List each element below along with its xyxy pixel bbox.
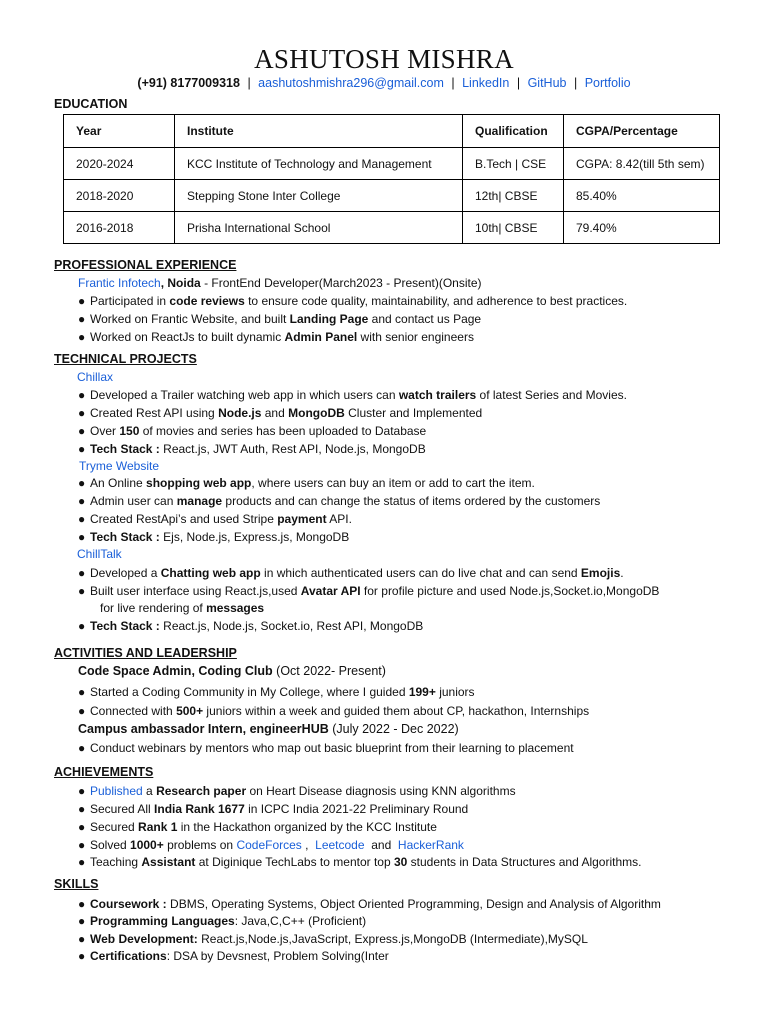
education-table [63, 114, 720, 244]
bullet-icon: ● [78, 442, 86, 456]
table-row [64, 180, 720, 212]
candidate-name: ASHUTOSH MISHRA [254, 44, 514, 74]
projects-heading: TECHNICAL PROJECTS [54, 352, 197, 366]
list-item: ● Connected with 500+ juniors within a week and guided them about CP, hackathon, Internships [78, 704, 590, 718]
bullet-icon: ● [78, 820, 86, 834]
bullet-icon: ● [78, 294, 86, 308]
list-item: ● Participated in code reviews to ensure code quality, maintainability, and adherence to best practices. [78, 294, 628, 308]
list-item: ● Secured All India Rank 1677 in ICPC India 2021-22 Preliminary Round [78, 802, 469, 816]
list-item: ● Started a Coding Community in My College, where I guided 199+ juniors [78, 685, 475, 699]
list-item: ● Secured Rank 1 in the Hackathon organized by the KCC Institute [78, 820, 437, 834]
table-cell: 2016-2018 [64, 212, 175, 244]
list-item: ● Teaching Assistant at Diginique TechLabs to mentor top 30 students in Data Structures and Algorithms. [78, 855, 642, 869]
bullet-icon: ● [78, 388, 86, 402]
table-cell: CGPA: 8.42(till 5th sem) [564, 148, 720, 180]
list-item: ● Tech Stack : React.js, Node.js, Socket.io, Rest API, MongoDB [78, 619, 424, 633]
bullet-icon: ● [78, 932, 86, 946]
linkedin-link[interactable]: LinkedIn [462, 76, 510, 90]
list-item: ● Developed a Chatting web app in which authenticated users can do live chat and can send Emojis. [78, 566, 624, 580]
github-link[interactable]: GitHub [527, 76, 567, 90]
list-item: ● Over 150 of movies and series has been uploaded to Database [78, 424, 427, 438]
bullet-icon: ● [78, 424, 86, 438]
header-cell: CGPA/Percentage [564, 115, 720, 148]
list-item: ● Created RestApi’s and used Stripe payment API. [78, 512, 352, 526]
bullet-icon: ● [78, 704, 86, 718]
bullet-icon: ● [78, 802, 86, 816]
header-cell: Qualification [463, 115, 564, 148]
achievements-heading: ACHIEVEMENTS [54, 765, 154, 779]
education-heading: EDUCATION [54, 97, 128, 111]
list-item: ● Web Development: React.js,Node.js,JavaScript, Express.js,MongoDB (Intermediate),MySQL [78, 932, 588, 946]
table-cell: 12th| CBSE [463, 180, 564, 212]
list-item: ● Programming Languages: Java,C,C++ (Proficient) [78, 914, 367, 928]
hackerrank-link[interactable]: HackerRank [397, 838, 464, 852]
separator: | [573, 76, 578, 90]
table-row [64, 148, 720, 180]
list-item: ● Coursework : DBMS, Operating Systems, Object Oriented Programming, Design and Analysis of Algorithm [78, 897, 661, 911]
activity-role: Code Space Admin, Coding Club (Oct 2022- Present) [78, 664, 386, 678]
bullet-icon: ● [78, 784, 86, 798]
table-cell: B.Tech | CSE [463, 148, 564, 180]
phone-number: (+91) 8177009318 [137, 76, 240, 90]
activities-heading: ACTIVITIES AND LEADERSHIP [54, 646, 237, 660]
bullet-icon: ● [78, 949, 86, 963]
list-item: ● Tech Stack : Ejs, Node.js, Express.js, MongoDB [78, 530, 350, 544]
list-item: ● Solved 1000+ problems on CodeForces , Leetcode and HackerRank [78, 838, 464, 852]
bullet-icon: ● [78, 584, 86, 598]
list-item: ● Built user interface using React.js,used Avatar API for profile picture and used Node.js,Socket.io,MongoDB [78, 584, 660, 598]
table-row [64, 212, 720, 244]
bullet-icon: ● [78, 838, 86, 852]
bullet-icon: ● [78, 406, 86, 420]
leetcode-link[interactable]: Leetcode [315, 838, 365, 852]
bullet-icon: ● [78, 476, 86, 490]
separator: | [516, 76, 521, 90]
bullet-icon: ● [78, 914, 86, 928]
experience-entry [78, 275, 482, 291]
project-link-chillax[interactable]: Chillax [77, 370, 114, 384]
bullet-icon: ● [78, 494, 86, 508]
bullet-icon: ● [78, 741, 86, 755]
list-item: ● Tech Stack : React.js, JWT Auth, Rest API, Node.js, MongoDB [78, 442, 426, 456]
job-role: - FrontEnd Developer(March2023 - Present)(Onsite) [200, 276, 482, 290]
bullet-icon: ● [78, 312, 86, 326]
table-cell: 2018-2020 [64, 180, 175, 212]
list-item: ● Worked on ReactJs to built dynamic Admin Panel with senior engineers [78, 330, 474, 344]
table-cell: Stepping Stone Inter College [175, 180, 463, 212]
bullet-icon: ● [78, 530, 86, 544]
list-item: ● Created Rest API using Node.js and MongoDB Cluster and Implemented [78, 406, 483, 420]
bullet-icon: ● [78, 685, 86, 699]
bullet-icon: ● [78, 512, 86, 526]
bullet-icon: ● [78, 566, 86, 580]
activity-role: Campus ambassador Intern, engineerHUB (July 2022 - Dec 2022) [78, 722, 459, 736]
table-cell: Prisha International School [175, 212, 463, 244]
email-link[interactable]: aashutoshmishra296@gmail.com [258, 76, 444, 90]
portfolio-link[interactable]: Portfolio [584, 76, 631, 90]
bullet-icon: ● [78, 330, 86, 344]
skills-heading: SKILLS [54, 877, 99, 891]
table-cell: 10th| CBSE [463, 212, 564, 244]
list-item-continuation: for live rendering of messages [100, 601, 265, 615]
list-item: ● Conduct webinars by mentors who map out basic blueprint from their learning to placement [78, 741, 574, 755]
list-item: ● Certifications: DSA by Devsnest, Problem Solving(Inter [78, 949, 389, 963]
codeforces-link[interactable]: CodeForces [236, 838, 302, 852]
table-cell: 79.40% [564, 212, 720, 244]
separator: | [247, 76, 251, 90]
project-link-tryme[interactable]: Tryme Website [79, 459, 160, 473]
list-item: ● Admin user can manage products and can change the status of items ordered by the customers [78, 494, 601, 508]
published-link[interactable]: Published [90, 784, 143, 798]
experience-heading: PROFESSIONAL EXPERIENCE [54, 258, 237, 272]
table-cell: 2020-2024 [64, 148, 175, 180]
list-item: ● Developed a Trailer watching web app in which users can watch trailers of latest Series and Movies. [78, 388, 627, 402]
company-link[interactable]: Frantic Infotech [78, 276, 161, 290]
header-cell: Institute [175, 115, 463, 148]
bullet-icon: ● [78, 855, 86, 869]
list-item: ● Published a Research paper on Heart Disease diagnosis using KNN algorithms [78, 784, 516, 798]
separator: | [451, 76, 455, 90]
project-link-chilltalk[interactable]: ChillTalk [77, 547, 122, 561]
bullet-icon: ● [78, 897, 86, 911]
header-cell: Year [64, 115, 175, 148]
list-item: ● Worked on Frantic Website, and built Landing Page and contact us Page [78, 312, 482, 326]
table-cell: 85.40% [564, 180, 720, 212]
company-location: , Noida [160, 276, 201, 290]
contact-line [0, 76, 768, 90]
list-item: ● An Online shopping web app, where users can buy an item or add to cart the item. [78, 476, 535, 490]
bullet-icon: ● [78, 619, 86, 633]
table-cell: KCC Institute of Technology and Management [175, 148, 463, 180]
table-header-row [64, 115, 720, 148]
